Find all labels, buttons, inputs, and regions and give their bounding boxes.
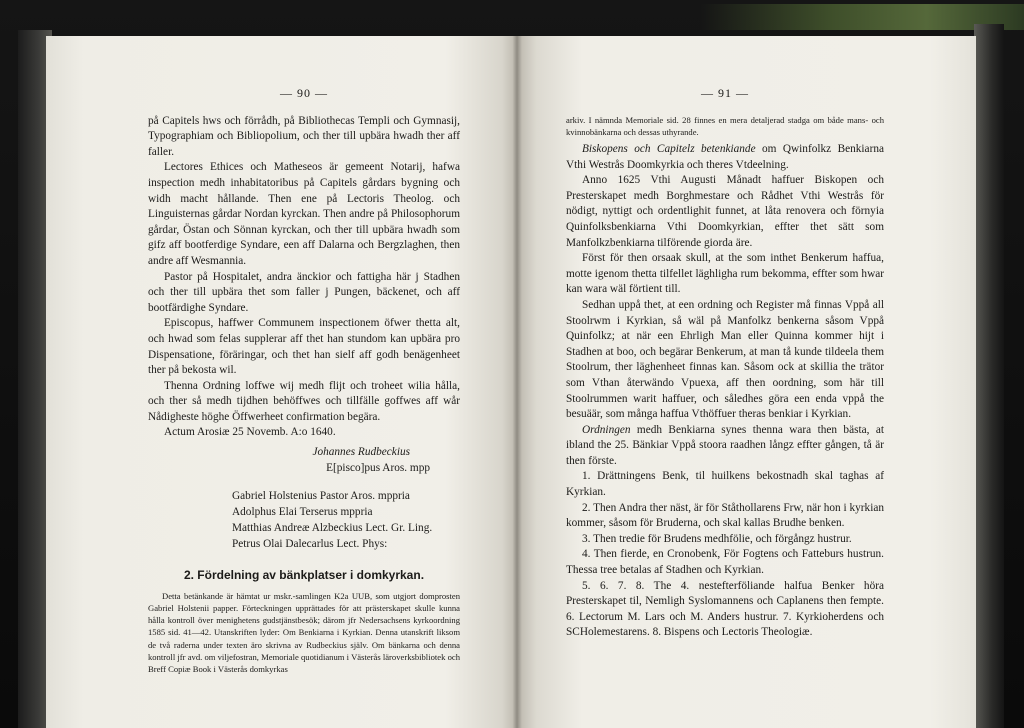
paragraph: Thenna Ordning loffwe wij medh flijt och troheet wilia hålla, och ther så medh tijdhen behöffwes och tillfälle goffwes aff wår Nådigheste höghe Öffwerheet confirmation begära. [148,379,460,423]
paragraph: på Capitels hws och förrådh, på Bibliothecas Templi och Gymnasij, Typographiam och Bibliopolium, och ther till upbära hwadh ther aff faller. [148,114,460,158]
left-page-text [148,86,460,675]
page-number: — 90 — [280,86,328,100]
list-item: 2. Then Andra ther näst, är för Ståthollarens Frw, när hon i kyrkian kommer, såsom för Bruderna, och skal kallas Brudhe benken. [566,501,884,530]
cosigner-list [148,488,460,552]
book-gutter [512,36,522,728]
cosigner: Petrus Olai Dalecarlus Lect. Phys: [232,538,388,551]
paragraph-italic: Ordningen [582,423,631,436]
paragraph: Först för then orsaak skull, at the som inthet Benkerum haffua, motte igenom thetta tilfellet läghligha rum bekomma, effter som hwar kan wara wäl förtient till. [566,252,884,296]
signature-title: E[pisco]pus Aros. mpp [326,461,430,474]
cosigner: Adolphus Elai Terserus mppria [232,506,373,519]
list-item: 4. Then fierde, en Cronobenk, För Fogtens och Fatteburs hustrun. Thessa tree betalas af Stadhen och Kyrkian. [566,548,884,577]
cosigner: Matthias Andreæ Alzbeckius Lect. Gr. Ling. [232,522,433,535]
page-number: — 91 — [701,86,749,100]
cosigner: Gabriel Holstenius Pastor Aros. mppria [232,490,410,503]
signature-name: Johannes Rudbeckius [312,446,410,459]
paragraph: Episcopus, haffwer Communem inspectionem öfwer thetta alt, och hwad som felas supplerar aff thet han stundom kan upbära pro Dispensatione, föräringar, och thet han sielf aff godh benägenheet ther på bekosta wil. [148,317,460,377]
document-title-rest: om Qwinfolkz Benkiarna Vthi Westrås Doomkyrkia och theres Vtdeelning. [566,143,884,171]
paragraph: Pastor på Hospitalet, andra änckior och fattigha här j Stadhen och ther till upbära thet som faller j Pungen, bäckenet, och aff bootfärdighe Syndare. [148,270,460,314]
document-title [566,142,884,173]
list-item: 5. 6. 7. 8. The 4. nestefterföliande halfua Benker höra Presterskapet til, Nemligh Syslomannens och Caplanens then fempte. 6. Lectorum M. Lars och M. Anders hustrur. 7. Kyrkioherdens och SCHolemestarens. 8. Bispens och Lectoris Theologiæ. [566,579,884,639]
document-title-italic: Biskopens och Capitelz betenkiande [582,143,756,155]
date-line: Actum Arosiæ 25 Novemb. A:o 1640. [164,426,336,439]
paragraph: Sedhan uppå thet, at een ordning och Register må finnas Vppå all Stoolrwm i Kyrkian, så wäl på Manfolkz benkerna såsom Vppå Quinfolkz; at när een Ehrligh Man eller Quinna kommer hijt i Stadhen at boo, och begärar Benkerum, at man tå kunde tildeela them Stoolrum, ther läghenheet finnas kan. Såsom ock at skillia the trätor som Vthan återwändo Vpuexa, aff then oordning, som här till Stoolrummen warit haffuer, och såledhes göra een enda vppå the besuäär, som många haffua Vthöffuer theras benkiar i Kyrkian. [566,298,884,421]
section-heading: 2. Fördelning av bänkplatser i domkyrkan. [183,568,425,583]
editorial-note-continued: arkiv. I nämnda Memoriale sid. 28 finnes en mera detaljerad stadga om både mans- och kvinnobänkarna och dessas uthyrande. [566,114,884,137]
paragraph-rest: medh Benkiarna synes thenna wara then bästa, at ibland the 25. Bänkiar Vppå stoora raadhen långz effter gången, tå är then förste. [566,423,884,467]
paragraph [566,423,884,470]
paragraph: Anno 1625 Vthi Augusti Månadt haffuer Biskopen och Presterskapet medh Borghmestare och Rådhet Vthi Westrås för nödigt, nyttigt och ordentlighit funnet, at låta renovera och förnyia Quinfolksbenkiarna Vthi Doomkyrkian, effter thet sätt som Manfolkzbenkiarna tilförende giorda äre. [566,174,884,249]
book-cover-right-edge [974,24,1004,728]
paragraph: Lectores Ethices och Matheseos är gemeent Notarij, hafwa inspection medh inhabitatoribus på Capitels gårdars bygning och widh macht hållande. Then ene på Lectoris Theolog. och Linguisternas gårdar Nordan kyrckan. Then andre på Philosophorum gårdar, Östan och Sönnan kyrckan, och ther till upbära hwadh som gifz aff bootferdige Syndare, een aff Dalarna och Bergzlaghen, then andre aff Wesmannia. [148,161,460,267]
right-page-text [566,86,884,641]
list-item: 3. Then tredie för Brudens medhfölie, och förgångz hustrur. [582,532,852,545]
editorial-note: Detta betänkande är hämtat ur mskr.-samlingen K2a UUB, som utgjort domprosten Gabriel Holstenii papper. Förteckningen upprättades för att prästerskapet skulle kunna hålla kontroll över menighetens gudstjänstbesök; därom jfr Nedersachsens kyrkoordning 1585 sid. 41—42. Utanskriften lyder: Om Benkiarna i Kyrkian. Denna utanskrift liksom de två raderna under texten äro skrivna av Rudbeckius själv. Om bänkarna och denna kontroll jfr avd. om viljefostran, Memoriale quotidianum i Västerås läroverksbibliotek och Breff Copiæ Book i Västerås domkyrkas [148,590,460,675]
list-item: 1. Drättningens Benk, til huilkens bekostnadh skal taghas af Kyrkian. [566,470,884,499]
